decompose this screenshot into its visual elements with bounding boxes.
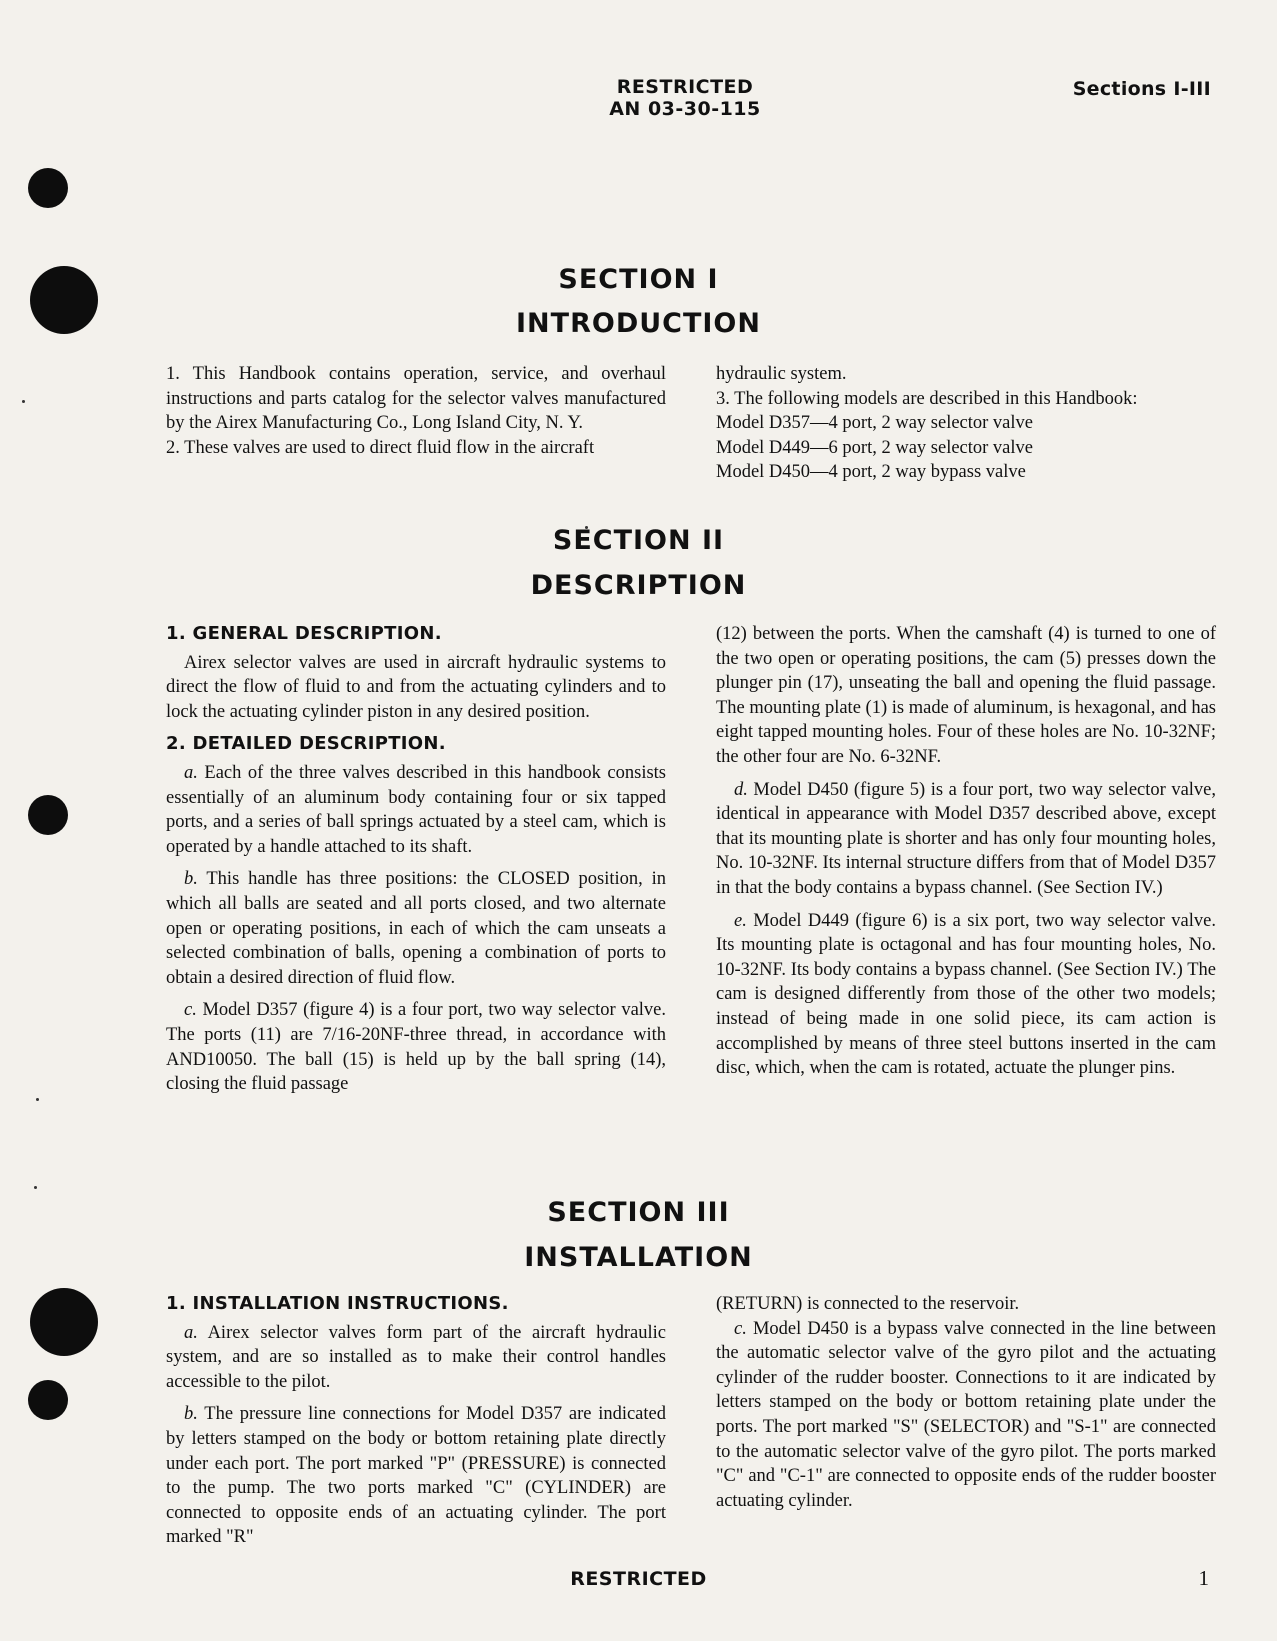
section-1-number: SECTION I [558,264,719,295]
page-header [560,76,810,120]
section-1-right-column [716,362,1216,485]
paragraph-general-description: Airex selector valves are used in aircraft hydraulic systems to direct the flow of fluid to and from the actuating cylinders and to lock the actuating cylinder piston in any desired position. [166,652,666,722]
speck [34,1186,37,1189]
paragraph-detail-a: a. Each of the three valves described in this handbook consists essentially of an aluminum body containing four or six tapped ports, and a series of ball springs actuated by a steel cam, which is operated by a handle attached to its shaft. [166,762,667,857]
paragraph-detail-c-cont: (12) between the ports. When the camshaft (4) is turned to one of the two open or operating positions, the cam (5) presses down the plunger pin (17), unseating the ball and opening the fluid passage. The mounting plate (1) is made of aluminum, is hexagonal, and has eight tapped mounting holes. Four of these holes are No. 10-32NF; the other four are No. 6-32NF. [716,624,1216,767]
paragraph-detail-c: c. Model D357 (figure 4) is a four port, two way selector valve. The ports (11) are 7/16-20NF-three thread, in accordance with AND10050. The ball (15) is held up by the ball spring (14), closing the fluid passage [166,1000,667,1095]
page-number: 1 [1198,1566,1209,1590]
section-2-title: DESCRIPTION [530,570,747,601]
model-item: Model D450—4 port, 2 way bypass valve [716,462,1026,483]
paragraph-intro-1: 1. This Handbook contains operation, service, and overhaul instructions and parts catalog for the selector valves manufactured by the Airex Manufacturing Co., Long Island City, N. Y. [166,364,666,434]
binder-hole [28,1380,68,1420]
heading-detailed-description: 2. DETAILED DESCRIPTION. [166,733,446,755]
section-2-right-column [716,622,1216,1081]
section-1-left-column [166,362,666,460]
heading-general-description: 1. GENERAL DESCRIPTION. [166,623,442,644]
paragraph-detail-e: e. Model D449 (figure 6) is a six port, two way selector valve. Its mounting plate is octagonal and has four mounting holes, No. 10-32NF. Its body contains a bypass channel. (See Section IV.) The cam is designed differently from those of the other two models; instead of being made in one solid piece, its cam action is accomplished by means of three steel buttons inserted in the cam disc, which, when the cam is rotated, actuate the plunger pins. [716,910,1216,1079]
section-1-title: INTRODUCTION [516,308,761,339]
header-sections: Sections I-III [1072,78,1211,100]
paragraph-detail-d: d. Model D450 (figure 5) is a four port, two way selector valve, identical in appearance with Model D357 described above, except that its mounting plate is shorter and has only four mounting holes, No. 10-32NF. Its internal structure differs from that of Model D357 in that the body contains a bypass channel. (See Section IV.) [716,779,1217,898]
paragraph-intro-2: 2. These valves are used to direct fluid flow in the aircraft [166,437,595,458]
paragraph-detail-b: b. This handle has three positions: the CLOSED position, in which all balls are seated and all ports closed, and two alternate open or operating positions, in each of which the cam unseats a selected combination of balls, opening a combination of ports to obtain a desired direction of fluid flow. [166,869,666,988]
section-2-number: SECTION II [552,525,725,556]
model-item: Model D357—4 port, 2 way selector valve [716,413,1033,434]
paragraph-install-a: a. Airex selector valves form part of the aircraft hydraulic system, and are so installed as to make their control handles accessible to the pilot. [166,1322,667,1392]
footer-classification: RESTRICTED [570,1568,707,1590]
section-3-right-column [716,1292,1216,1513]
model-item: Model D449—6 port, 2 way selector valve [716,437,1033,458]
section-3-title: INSTALLATION [524,1242,753,1273]
paragraph-install-b: b. The pressure line connections for Model D357 are indicated by letters stamped on the body or bottom retaining plate directly under each port. The port marked "P" (PRESSURE) is connected to the pump. The two ports marked "C" (CYLINDER) are connected to opposite ends of an actuating cylinder. The port marked "R" [166,1404,666,1548]
paragraph-install-b-cont: (RETURN) is connected to the reservoir. [716,1294,1020,1314]
binder-hole [30,1288,98,1356]
binder-hole [28,795,68,835]
speck [22,400,25,403]
paragraph-intro-2-cont: hydraulic system. [716,364,847,384]
section-2-left-column [166,622,666,1097]
section-3-number: SECTION III [547,1197,730,1228]
header-classification: RESTRICTED [616,76,754,98]
paragraph-install-c: c. Model D450 is a bypass valve connected in the line between the automatic selector valve of the gyro pilot and the actuating cylinder of the rudder booster. Connections to it are indicated by letters stamped on the body or bottom retaining plate under the ports. The port marked "S" (SELECTOR) and "S-1" are connected to the automatic selector valve of the gyro pilot. The ports marked "C" and "C-1" are connected to opposite ends of the rudder booster actuating cylinder. [716,1318,1217,1511]
speck [36,1098,39,1101]
header-doc-number: AN 03-30-115 [609,98,761,120]
section-3-left-column [166,1292,666,1550]
heading-installation-instructions: 1. INSTALLATION INSTRUCTIONS. [166,1293,509,1314]
binder-hole [28,168,68,208]
paragraph-intro-3: 3. The following models are described in this Handbook: [716,388,1138,409]
